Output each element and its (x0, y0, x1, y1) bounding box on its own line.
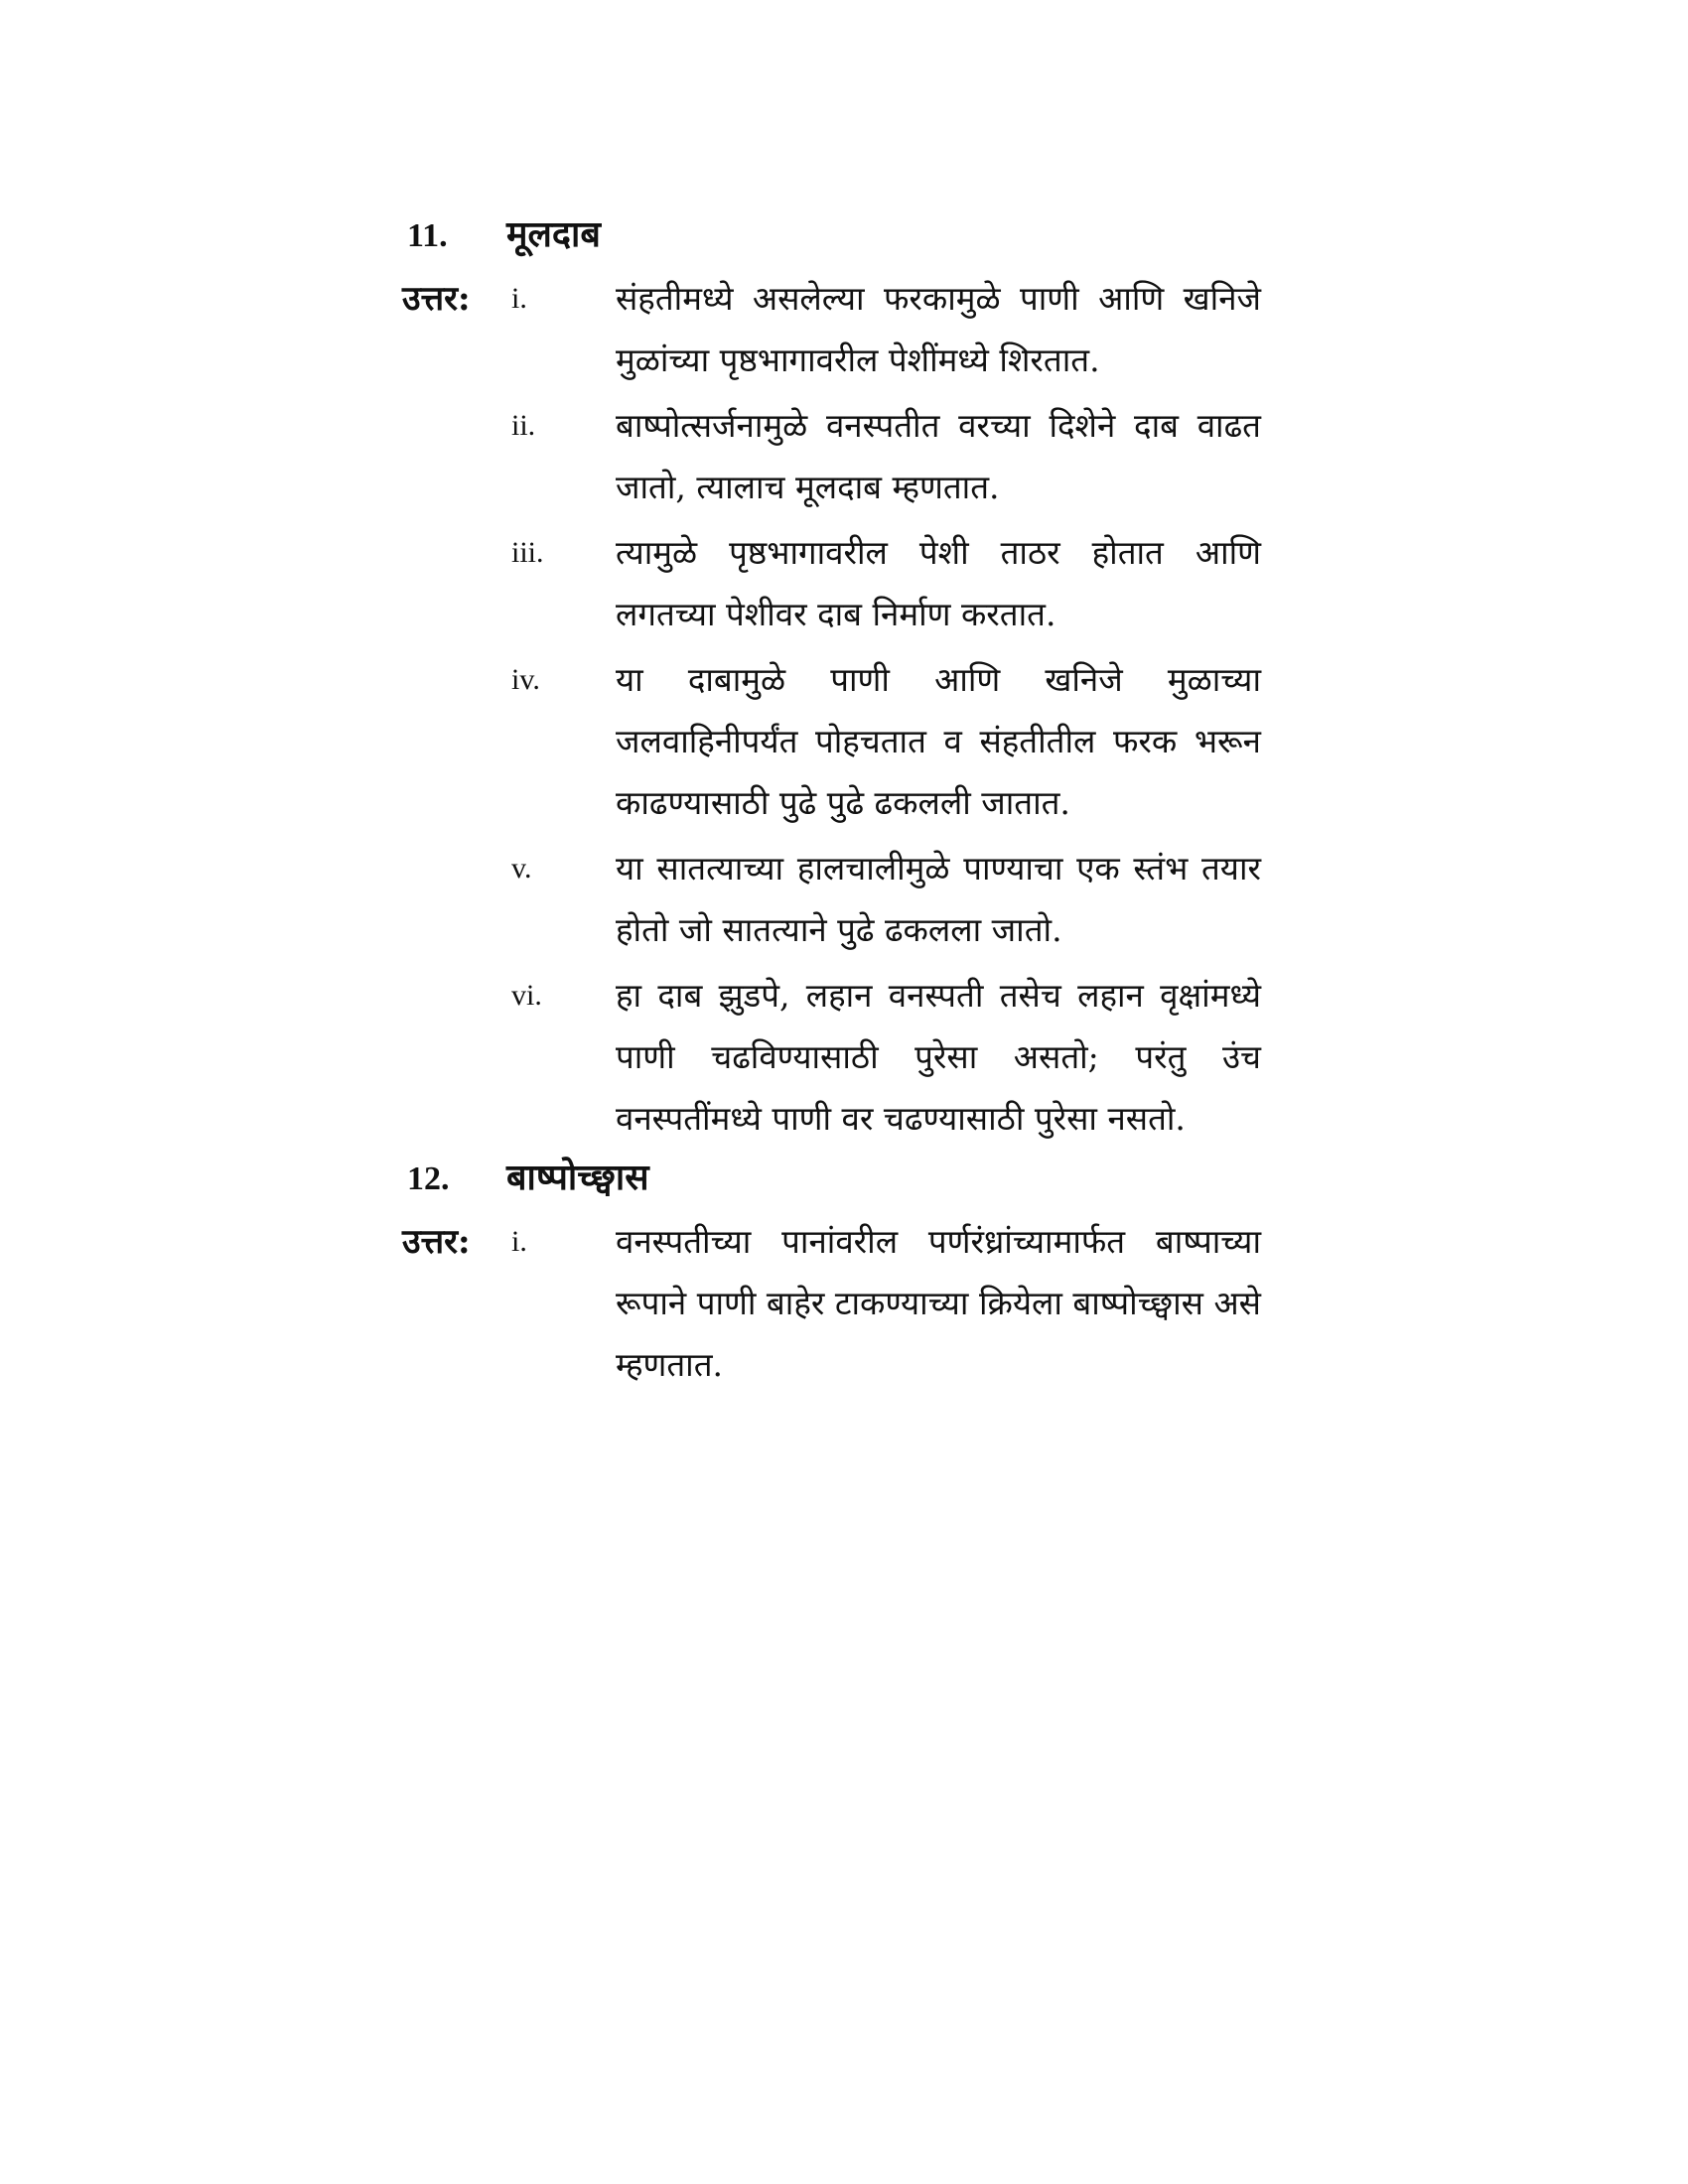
item-text: या दाबामुळे पाणी आणि खनिजे मुळाच्या जलवाहिनीपर्यंत पोहचतात व संहतीतील फरक भरून काढण्यासाठी पुढे पुढे ढकलली जातात. (616, 660, 1261, 822)
section-title: बाष्पोच्छ्वास (506, 1157, 649, 1198)
list-item (407, 522, 1261, 645)
item-number: vi. (511, 979, 542, 1012)
item-text: त्यामुळे पृष्ठभागावरील पेशी ताठर होतात आणि लगतच्या पेशीवर दाब निर्माण करतात. (616, 533, 1261, 633)
item-number: ii. (511, 409, 536, 442)
section-number: 11. (407, 217, 448, 254)
answer-label: उत्तर: (402, 1222, 471, 1262)
item-number: iii. (511, 536, 544, 569)
item-number: v. (511, 852, 532, 885)
item-text: या सातत्याच्या हालचालीमुळे पाण्याचा एक स्तंभ तयार होतो जो सातत्याने पुढे ढकलला जातो. (616, 849, 1261, 949)
list-item (407, 649, 1261, 834)
list-item (407, 965, 1261, 1150)
item-number: i. (511, 1225, 527, 1258)
item-text: वनस्पतीच्या पानांवरील पर्णरंध्रांच्यामार्फत बाष्पाच्या रूपाने पाणी बाहेर टाकण्याच्या क्रियेला बाष्पोच्छ्वास असे म्हणतात. (616, 1222, 1261, 1384)
answer-block (402, 1211, 1261, 1396)
answer-block (402, 268, 1261, 1150)
item-text: संहतीमध्ये असलेल्या फरकामुळे पाणी आणि खनिजे मुळांच्या पृष्ठभागावरील पेशींमध्ये शिरतात. (616, 279, 1261, 379)
section-heading (407, 1152, 1261, 1211)
list-item (407, 395, 1261, 518)
list-item (407, 268, 1261, 391)
section-title: मूलदाब (506, 213, 601, 255)
section-number: 12. (407, 1160, 450, 1197)
item-number: iv. (511, 663, 540, 696)
item-text: बाष्पोत्सर्जनामुळे वनस्पतीत वरच्या दिशेने दाब वाढत जातो, त्यालाच मूलदाब म्हणतात. (616, 406, 1261, 506)
section-mooldab (402, 208, 1261, 1154)
answer-label: उत्तर: (402, 279, 471, 319)
list-item (407, 1211, 1261, 1396)
section-bashpochchhvas (402, 1152, 1261, 1400)
item-number: i. (511, 282, 527, 315)
list-item (407, 838, 1261, 961)
item-text: हा दाब झुडपे, लहान वनस्पती तसेच लहान वृक्षांमध्ये पाणी चढविण्यासाठी पुरेसा असतो; परंतु उंच वनस्पतींमध्ये पाणी वर चढण्यासाठी पुरेसा नसतो. (616, 976, 1261, 1138)
section-heading (407, 208, 1261, 268)
